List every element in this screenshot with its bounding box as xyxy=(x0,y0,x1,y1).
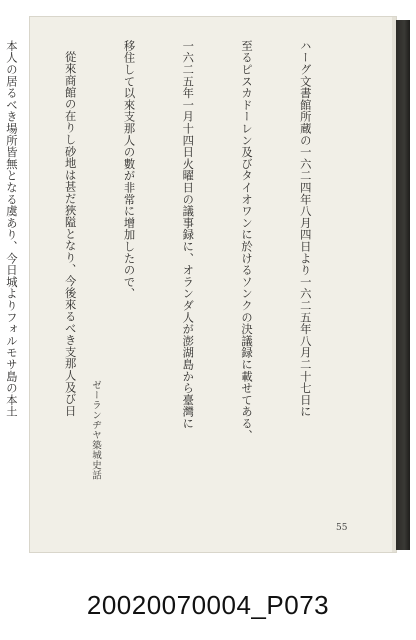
book-spine-shadow xyxy=(396,20,410,550)
image-caption: 20020070004_P073 xyxy=(86,590,330,620)
text-line: 本人の居るべき場所皆無となる虞あり、今日城よりフォルモサ島の本土 xyxy=(4,40,18,418)
text-line: 至るピスカドーレン及びタイオワンに於けるソンクの決議録に載せてある、 xyxy=(240,40,254,442)
text-line: ハーグ文書館所蔵の一六二四年八月四日より一六二五年八月二十七日に xyxy=(298,40,312,418)
running-title: ゼーランヂヤ築城史話 xyxy=(90,380,101,480)
page-number: 55 xyxy=(336,523,348,533)
text-line: 移住して以來支那人の數が非常に增加したので、 xyxy=(122,40,136,300)
text-line: 從來商館の在りし砂地は甚だ狹隘となり、今後來るべき支那人及び日 xyxy=(63,51,77,417)
body-text xyxy=(0,40,354,510)
text-line: 一六二五年一月十四日火曜日の議事録に、オランダ人が澎湖島から臺灣に xyxy=(181,40,195,430)
